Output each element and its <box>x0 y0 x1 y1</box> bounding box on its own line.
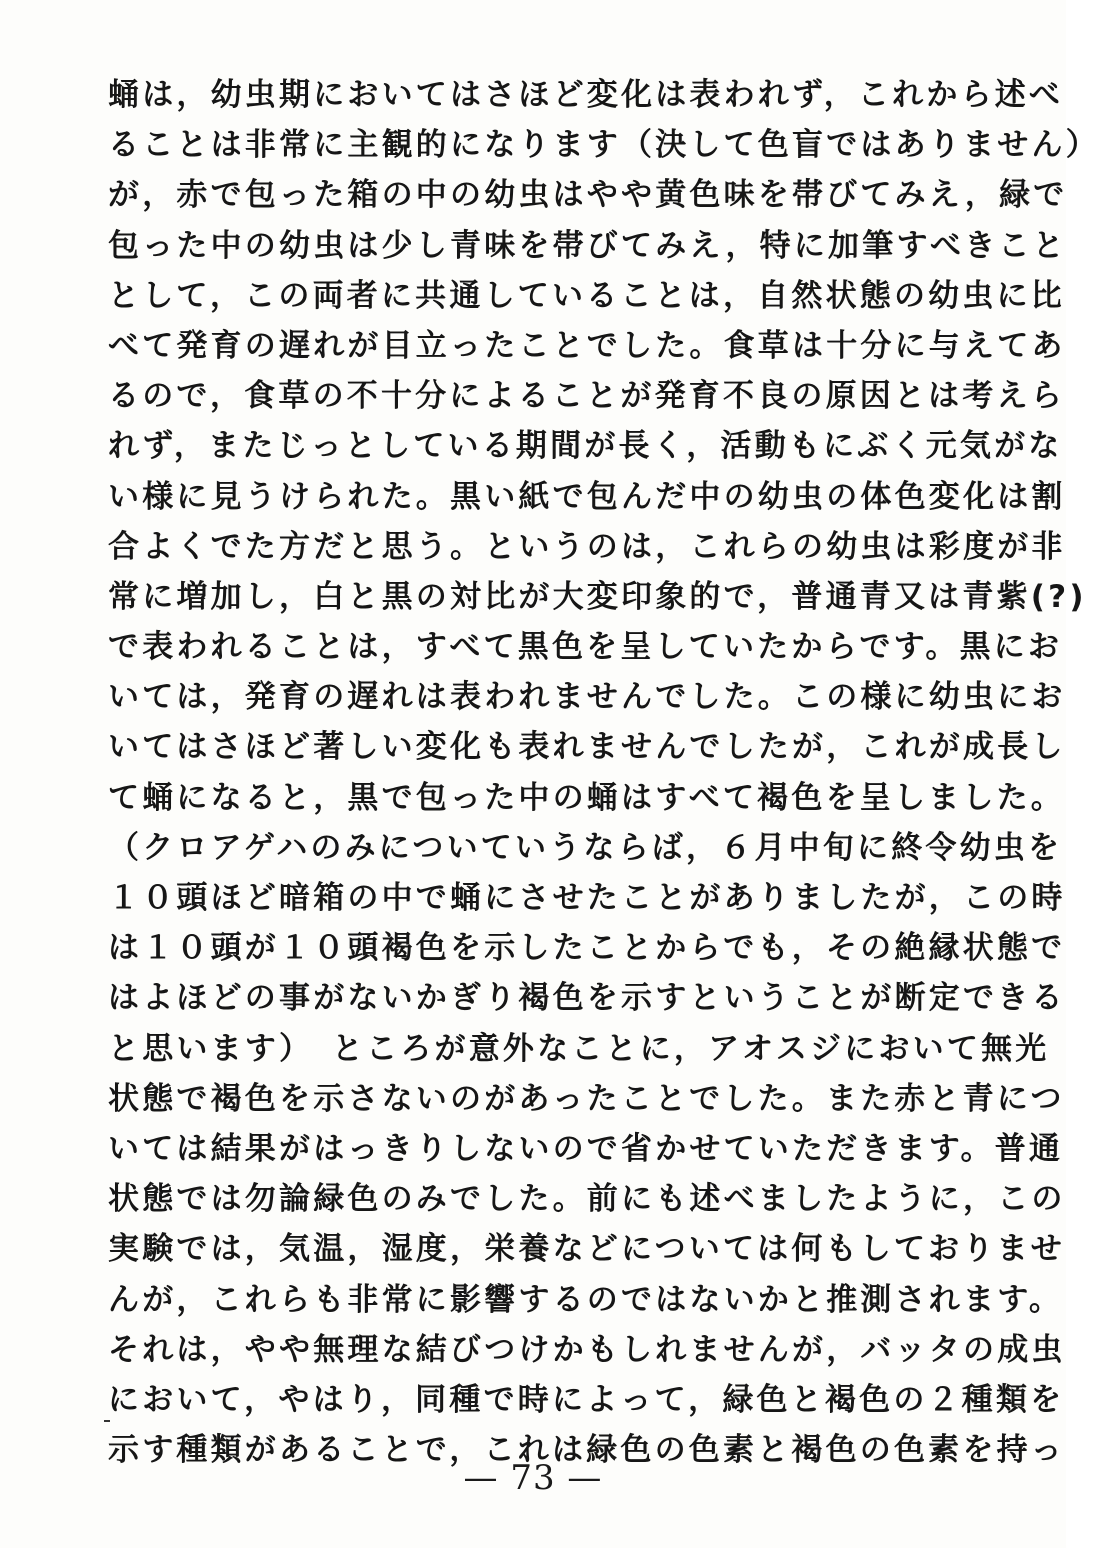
page-number: — 73 — <box>463 1458 603 1498</box>
text-line: 蛹は，幼虫期においてはさほど変化は表われず，これから述べ <box>108 77 1064 113</box>
text-line: それは，やや無理な結びつけかもしれませんが，バッタの成虫 <box>108 1331 1066 1368</box>
text-line: ることは非常に主観的になります（決して色盲ではありません） <box>108 127 1100 164</box>
text-line: １０頭ほど暗箱の中で蛹にさせたことがありましたが，この時 <box>108 880 1066 916</box>
text-line: は１０頭が１０頭褐色を示したことからでも，その絶縁状態で <box>108 930 1066 967</box>
text-line: 包った中の幼虫は少し青味を帯びてみえ，特に加筆すべきこと <box>108 227 1067 264</box>
text-line: として，この両者に共通していることは，自然状態の幼虫に比 <box>108 277 1065 314</box>
text-line: いては，発育の遅れは表われませんでした。この様に幼虫にお <box>108 679 1066 716</box>
text-line: 実験では，気温，湿度，栄養などについては何もしておりませ <box>108 1231 1065 1268</box>
text-line: において，やはり，同種で時によって，緑色と褐色の２種類を <box>108 1381 1065 1418</box>
text-line: いてはさほど著しい変化も表れませんでしたが，これが成長し <box>108 729 1066 766</box>
text-line: れず，またじっとしている期間が長く，活動もにぶく元気がな <box>108 428 1063 465</box>
body-text <box>108 70 1100 1475</box>
text-line: 示す種類があることで，これは緑色の色素と褐色の色素を持っ <box>108 1432 1065 1469</box>
text-line: いては結果がはっきりしないので省かせていただきます。普通 <box>108 1130 1064 1167</box>
text-line: べて発育の遅れが目立ったことでした。食草は十分に与えてあ <box>108 327 1066 364</box>
text-line: るので，食草の不十分によることが発育不良の原因とは考えら <box>108 378 1065 415</box>
text-line: 状態では勿論緑色のみでした。前にも述べましたように，この <box>108 1181 1066 1218</box>
text-line: んが，これらも非常に影響するのではないかと推測されます。 <box>108 1281 1064 1318</box>
text-line: で表われることは，すべて黒色を呈していたからです。黒にお <box>108 629 1063 666</box>
text-line: 合よくでた方だと思う。というのは，これらの幼虫は彩度が非 <box>108 528 1066 565</box>
text-line: て蛹になると，黒で包った中の蛹はすべて褐色を呈しました。 <box>108 779 1065 816</box>
text-line: が，赤で包った箱の中の幼虫はやや黄色味を帯びてみえ，緑で <box>108 177 1068 214</box>
text-line: はよほどの事がないかぎり褐色を示すということが断定できる <box>108 980 1066 1017</box>
text-line: い様に見うけられた。黒い紙で包んだ中の幼虫の体色変化は割 <box>108 478 1066 515</box>
text-line: 常に増加し，白と黒の対比が大変印象的で，普通青又は青紫(?) <box>108 578 1087 615</box>
margin-mark <box>104 1420 110 1422</box>
text-line: と思います） ところが意外なことに，アオスジにおいて無光 <box>108 1030 1050 1067</box>
text-line: 状態で褐色を示さないのがあったことでした。また赤と青につ <box>108 1080 1065 1117</box>
text-line: （クロアゲハのみについていうならば，６月中旬に終令幼虫を <box>108 829 1063 866</box>
